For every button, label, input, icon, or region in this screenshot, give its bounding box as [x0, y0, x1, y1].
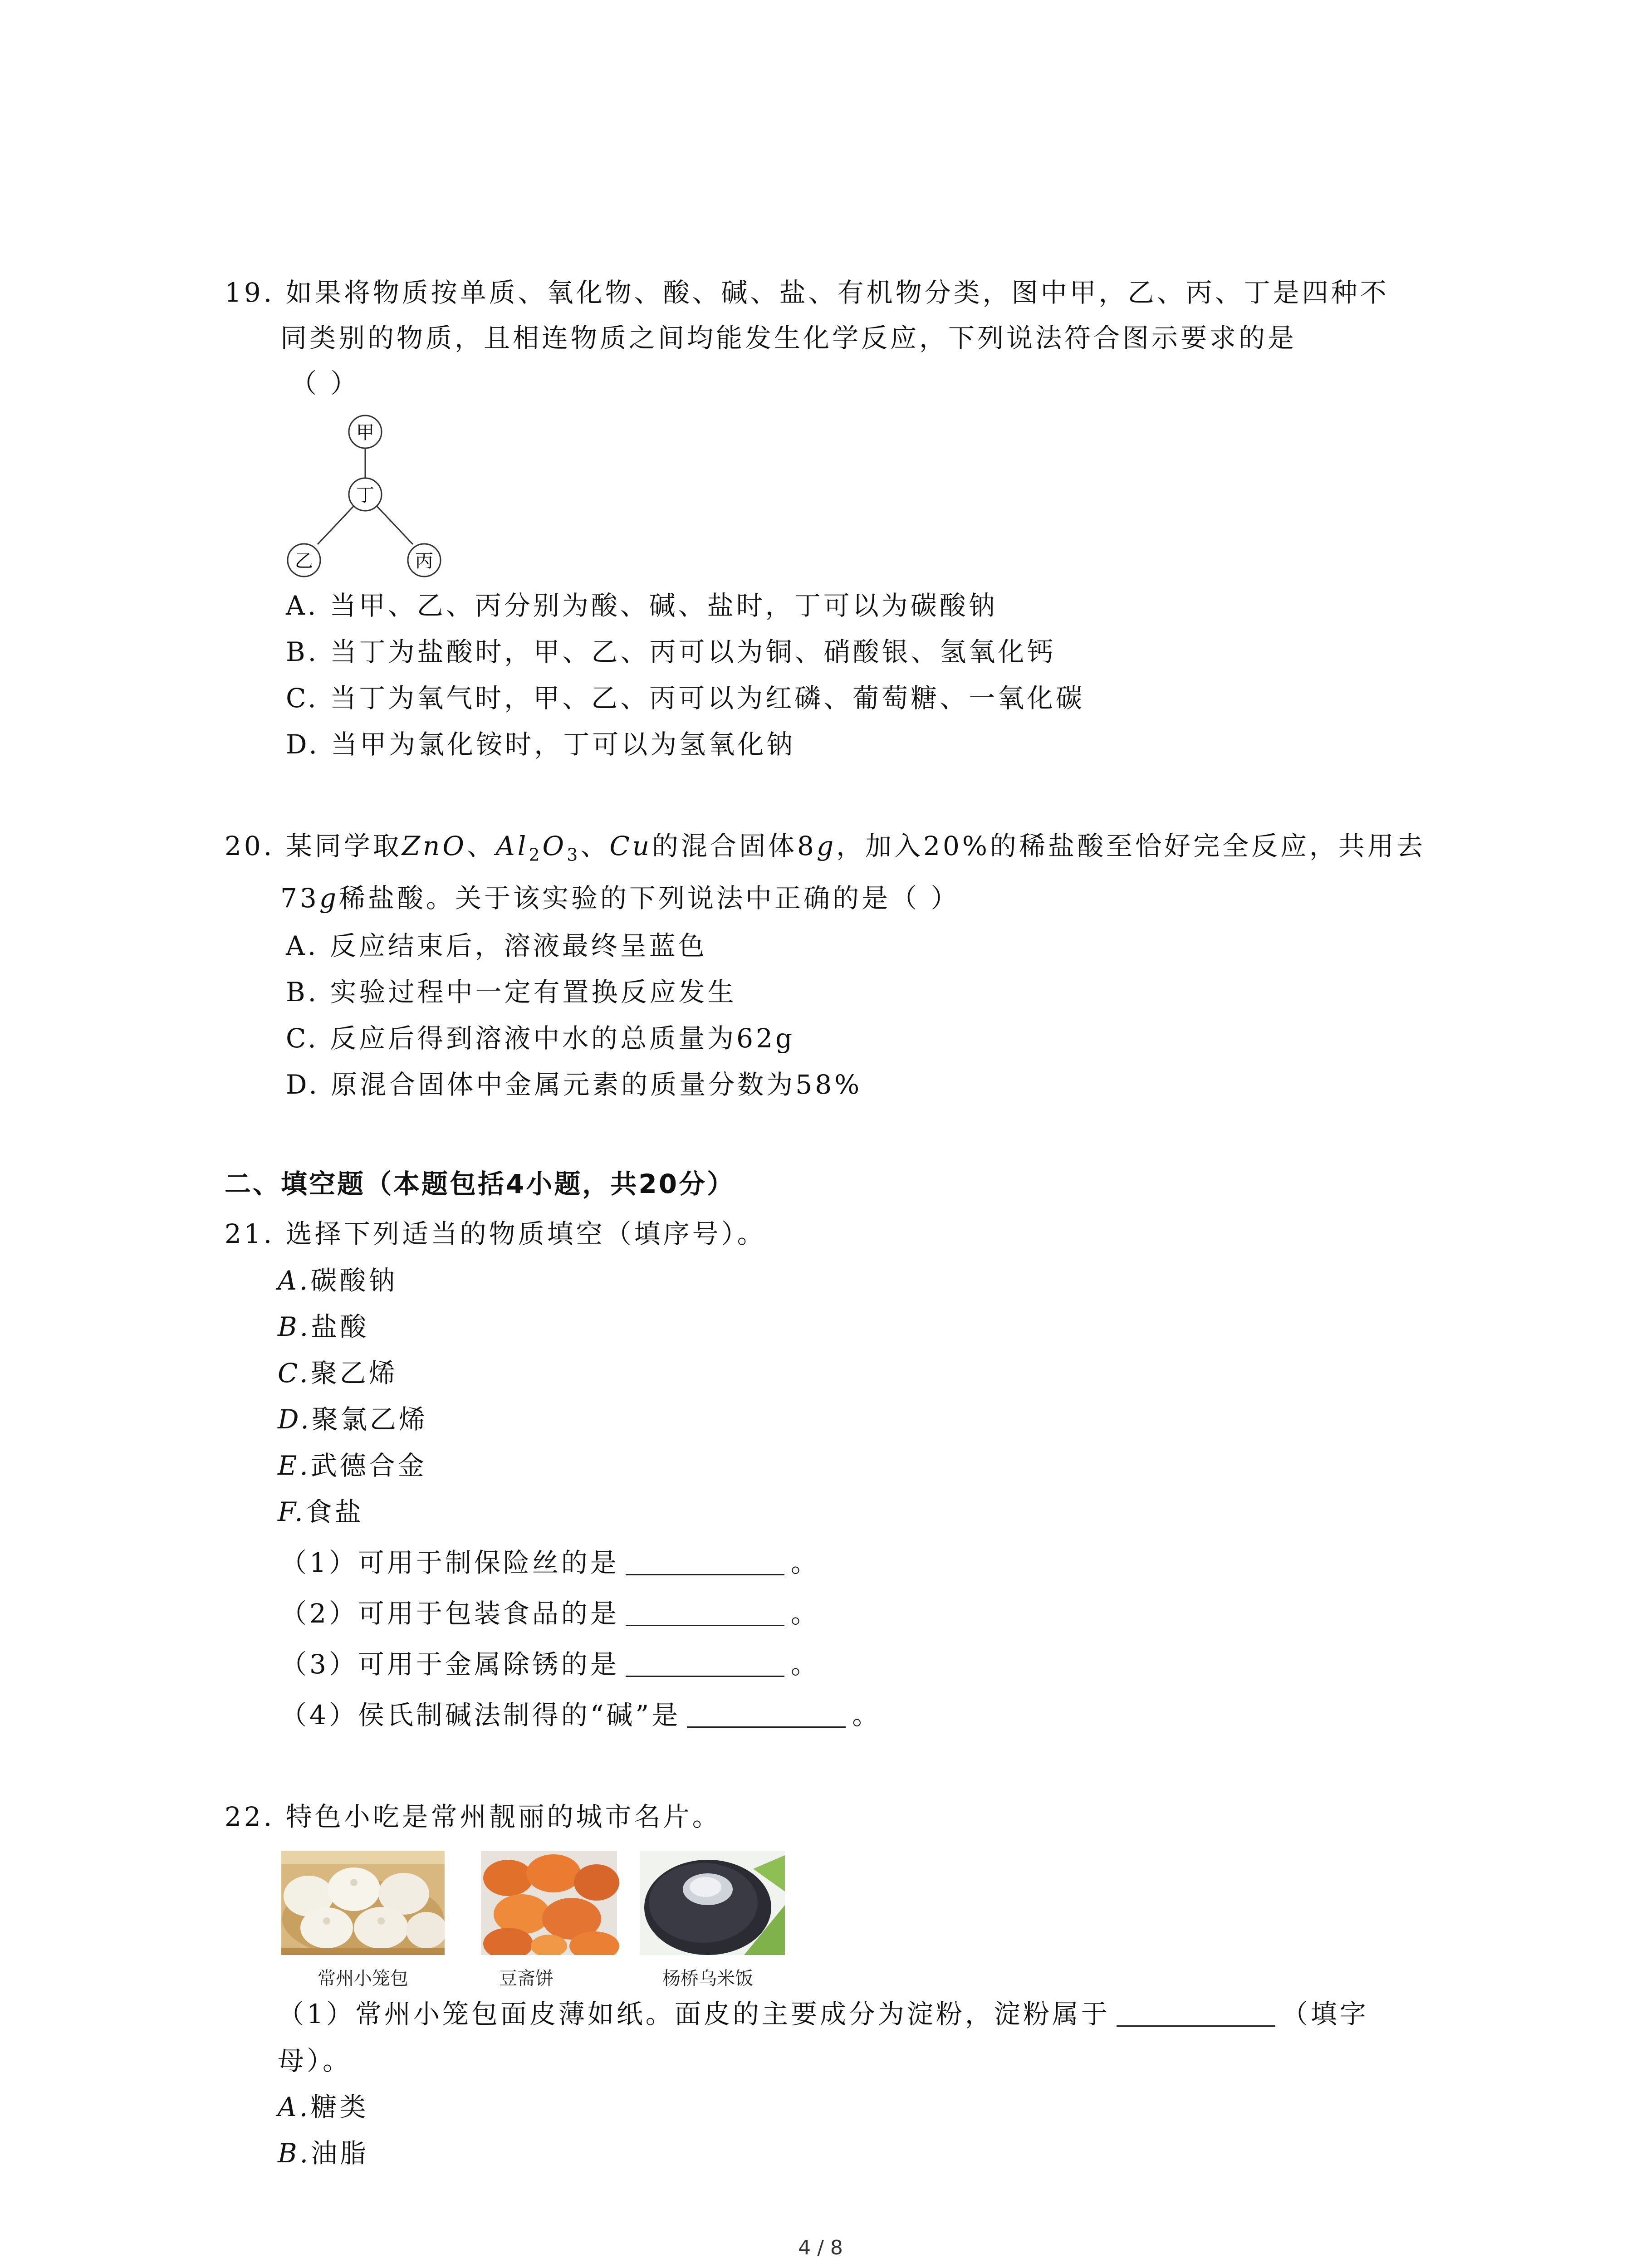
q21-blank-2	[280, 1598, 820, 1629]
douzhaibing-photo	[467, 1851, 631, 1955]
answer-blank[interactable]	[626, 1551, 784, 1575]
q19-stem-line1: 19. 如果将物质按单质、氧化物、酸、碱、盐、有机物分类，图中甲，乙、丙、丁是四种不	[225, 277, 1389, 308]
blank-end: 。	[852, 1700, 882, 1730]
q20-separator: 、	[466, 831, 496, 861]
q19-answer-paren: （ ）	[290, 368, 360, 399]
formula-o-subscript: 3	[567, 845, 581, 865]
blank-end: 。	[790, 1547, 820, 1578]
choice-letter: A.	[278, 2092, 311, 2122]
choice-text: 碳酸钠	[310, 1265, 398, 1296]
q21-choice-d	[278, 1403, 428, 1435]
q21-choice-a	[278, 1265, 397, 1296]
q21-choice-c	[278, 1357, 398, 1389]
node-bing-label: 丙	[415, 551, 433, 572]
choice-letter: A.	[278, 1265, 311, 1296]
choice-text: 盐酸	[311, 1311, 369, 1342]
q20-stem-text: 稀盐酸。关于该实验的下列说法中正确的是（ ）	[338, 883, 960, 914]
q22-choice-b	[278, 2137, 369, 2169]
q20-stem-text: ，加入20%的稀盐酸至恰好完全反应，共用去	[836, 831, 1426, 861]
node-ding	[349, 478, 382, 511]
choice-text: 油脂	[311, 2138, 369, 2169]
page-number: 4 / 8	[798, 2236, 843, 2259]
node-jia-label: 甲	[356, 422, 374, 443]
blank-prompt: （2）可用于包装食品的是	[280, 1598, 619, 1629]
choice-text: 糖类	[310, 2092, 369, 2122]
q21-blank-1	[280, 1547, 820, 1579]
edge-ding-yi	[318, 503, 356, 544]
q20-separator: 、	[580, 831, 610, 861]
formula-cu: Cu	[609, 831, 652, 861]
q21-blank-3	[280, 1648, 820, 1680]
blank-prompt: （1）可用于制保险丝的是	[280, 1547, 619, 1578]
caption-xiaolongbao: 常州小笼包	[318, 1968, 408, 1989]
q20-stem-line1	[225, 830, 1425, 871]
choice-text: 武德合金	[310, 1450, 427, 1481]
edge-ding-bing	[374, 503, 413, 544]
section-title: 二、填空题（本题包括4小题，共20分）	[225, 1168, 735, 1199]
choice-text: 食盐	[305, 1496, 364, 1527]
blank-end: 。	[790, 1598, 820, 1629]
node-yi-label: 乙	[295, 551, 313, 572]
q20-mass-value: 73	[280, 883, 319, 914]
formula-o: O	[542, 831, 567, 861]
q20-stem-text: 的混合固体8	[652, 831, 817, 861]
q21-choice-f	[278, 1496, 364, 1528]
q20-option-b: B. 实验过程中一定有置换反应发生	[286, 977, 737, 1007]
q22-stem: 22. 特色小吃是常州靓丽的城市名片。	[225, 1801, 721, 1832]
blank-prompt: （4）侯氏制碱法制得的“碱”是	[280, 1700, 681, 1730]
choice-letter: B.	[278, 2138, 311, 2169]
choice-letter: B.	[278, 1311, 311, 1342]
caption-wumifan: 杨桥乌米饭	[662, 1968, 753, 1989]
formula-al-subscript: 2	[529, 845, 543, 865]
choice-text: 聚乙烯	[310, 1358, 398, 1388]
formula-zno: ZnO	[402, 831, 467, 861]
choice-text: 聚氯乙烯	[311, 1404, 428, 1435]
q22-sub1-line2: 母）。	[278, 2045, 352, 2076]
blank-end: 。	[790, 1649, 820, 1680]
node-bing	[408, 544, 441, 577]
blank-prompt: （1）常州小笼包面皮薄如纸。面皮的主要成分为淀粉，淀粉属于	[278, 1999, 1110, 2029]
q19-reaction-diagram	[281, 408, 454, 590]
unit-g: g	[816, 831, 837, 861]
q20-option-c: C. 反应后得到溶液中水的总质量为62g	[286, 1023, 795, 1054]
xiaolongbao-photo	[281, 1851, 445, 1955]
q20-option-d: D. 原混合固体中金属元素的质量分数为58%	[286, 1069, 862, 1100]
wumifan-photo	[631, 1851, 794, 1955]
q19-option-c: C. 当丁为氧气时，甲、乙、丙可以为红磷、葡萄糖、一氧化碳	[286, 683, 1085, 714]
q20-stem-line2	[280, 882, 960, 914]
choice-letter: D.	[278, 1404, 312, 1435]
node-ding-label: 丁	[356, 485, 374, 506]
q22-choice-a	[278, 2091, 368, 2123]
q21-blank-4	[280, 1699, 881, 1731]
choice-letter: F.	[278, 1496, 306, 1527]
caption-douzhaibing: 豆斋饼	[499, 1968, 554, 1989]
q19-option-a: A. 当甲、乙、丙分别为酸、碱、盐时，丁可以为碳酸钠	[286, 590, 998, 621]
q20-option-a: A. 反应结束后，溶液最终呈蓝色	[286, 930, 707, 961]
formula-al: Al	[495, 831, 529, 861]
q21-stem: 21. 选择下列适当的物质填空（填序号）。	[225, 1218, 766, 1249]
unit-g: g	[319, 883, 339, 914]
q21-choice-e	[278, 1450, 427, 1481]
choice-letter: E.	[278, 1450, 311, 1481]
q19-stem-line2: 同类别的物质，且相连物质之间均能发生化学反应，下列说法符合图示要求的是	[280, 323, 1297, 353]
answer-blank[interactable]	[687, 1704, 846, 1728]
q22-sub1-line1	[278, 1998, 1369, 2030]
q19-option-b: B. 当丁为盐酸时，甲、乙、丙可以为铜、硝酸银、氢氧化钙	[286, 636, 1056, 667]
answer-blank[interactable]	[626, 1602, 784, 1626]
blank-end: （填字	[1281, 1999, 1369, 2029]
choice-letter: C.	[278, 1358, 311, 1388]
q20-number-text: 20. 某同学取	[225, 831, 402, 861]
blank-prompt: （3）可用于金属除锈的是	[280, 1649, 619, 1680]
node-jia	[349, 415, 382, 448]
q21-choice-b	[278, 1311, 369, 1343]
answer-blank[interactable]	[626, 1653, 784, 1677]
node-yi	[288, 544, 320, 577]
q19-option-d: D. 当甲为氯化铵时，丁可以为氢氧化钠	[286, 729, 796, 760]
answer-blank[interactable]	[1117, 2003, 1275, 2027]
